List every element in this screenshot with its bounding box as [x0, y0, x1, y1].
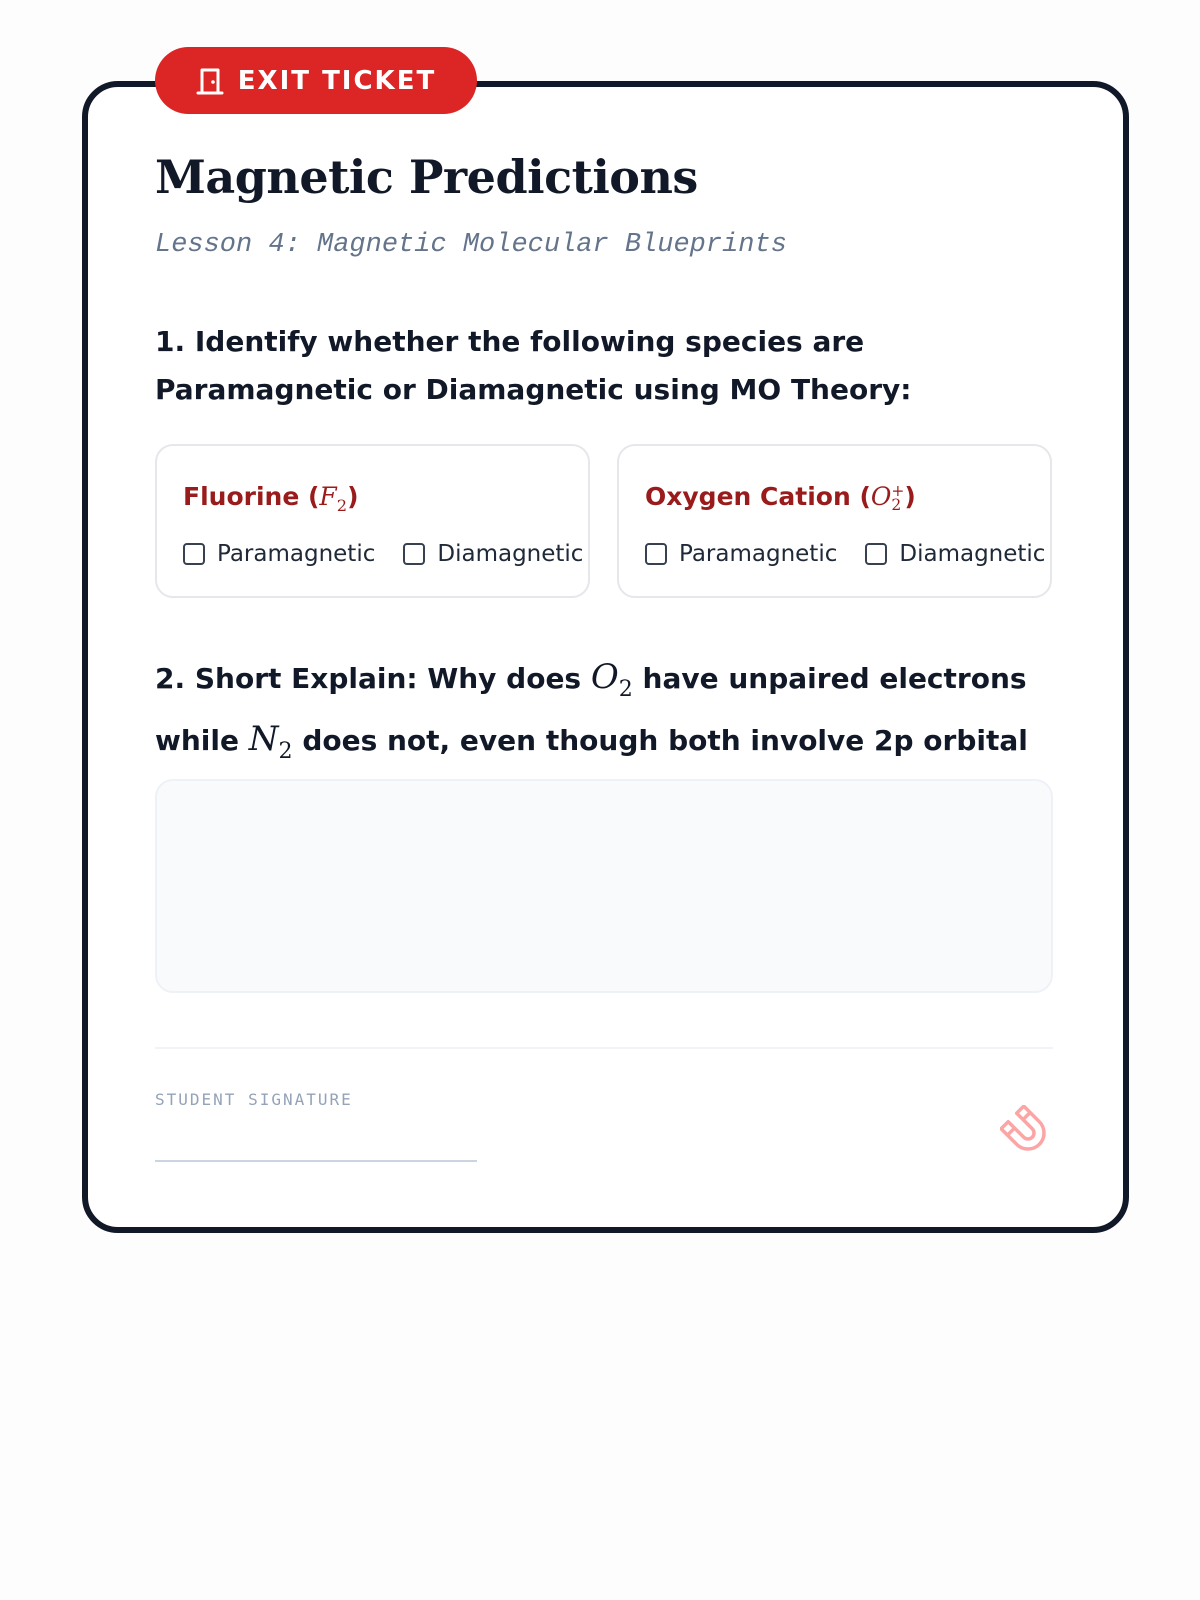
checkbox[interactable] — [403, 543, 425, 565]
lesson-subtitle: Lesson 4: Magnetic Molecular Blueprints — [155, 230, 787, 260]
checkbox[interactable] — [865, 543, 887, 565]
checkbox[interactable] — [645, 543, 667, 565]
magnet-icon — [1000, 1105, 1056, 1161]
formula-f2: $F_2$ — [319, 482, 348, 515]
paramagnetic-option[interactable]: Paramagnetic — [183, 541, 375, 567]
paramagnetic-option[interactable]: Paramagnetic — [645, 541, 837, 567]
door-icon — [196, 66, 224, 96]
exit-ticket-label: EXIT TICKET — [237, 65, 437, 96]
question-2-text: 2. Short Explain: Why does $O_2$ have unpaired electrons while $N_2$ does not, even though both involve 2p orbital — [155, 657, 1028, 764]
signature-line[interactable] — [155, 1160, 477, 1162]
divider — [155, 1047, 1053, 1049]
species-card-fluorine — [155, 444, 590, 598]
exit-ticket-badge — [155, 47, 477, 114]
formula-n2: $N_2$ — [248, 718, 293, 764]
magnetism-options — [645, 541, 1073, 567]
page-title: Magnetic Predictions — [155, 150, 698, 204]
answer-textarea[interactable] — [155, 779, 1053, 993]
species-card-oxygen-cation — [617, 444, 1052, 598]
checkbox[interactable] — [183, 543, 205, 565]
formula-o2: $O_2$ — [590, 657, 633, 702]
magnetism-options — [183, 541, 611, 567]
formula-o2-plus: O + 2 — [870, 481, 905, 514]
species-title: Oxygen Cation (O + 2 ) — [645, 481, 916, 514]
diamagnetic-option[interactable]: Diamagnetic — [865, 541, 1045, 567]
question-1-text: 1. Identify whether the following species are Paramagnetic or Diamagnetic using MO Theory: — [155, 325, 912, 406]
species-title: Fluorine $(F_2)$ — [183, 482, 359, 515]
signature-label: STUDENT SIGNATURE — [155, 1090, 353, 1109]
diamagnetic-option[interactable]: Diamagnetic — [403, 541, 583, 567]
